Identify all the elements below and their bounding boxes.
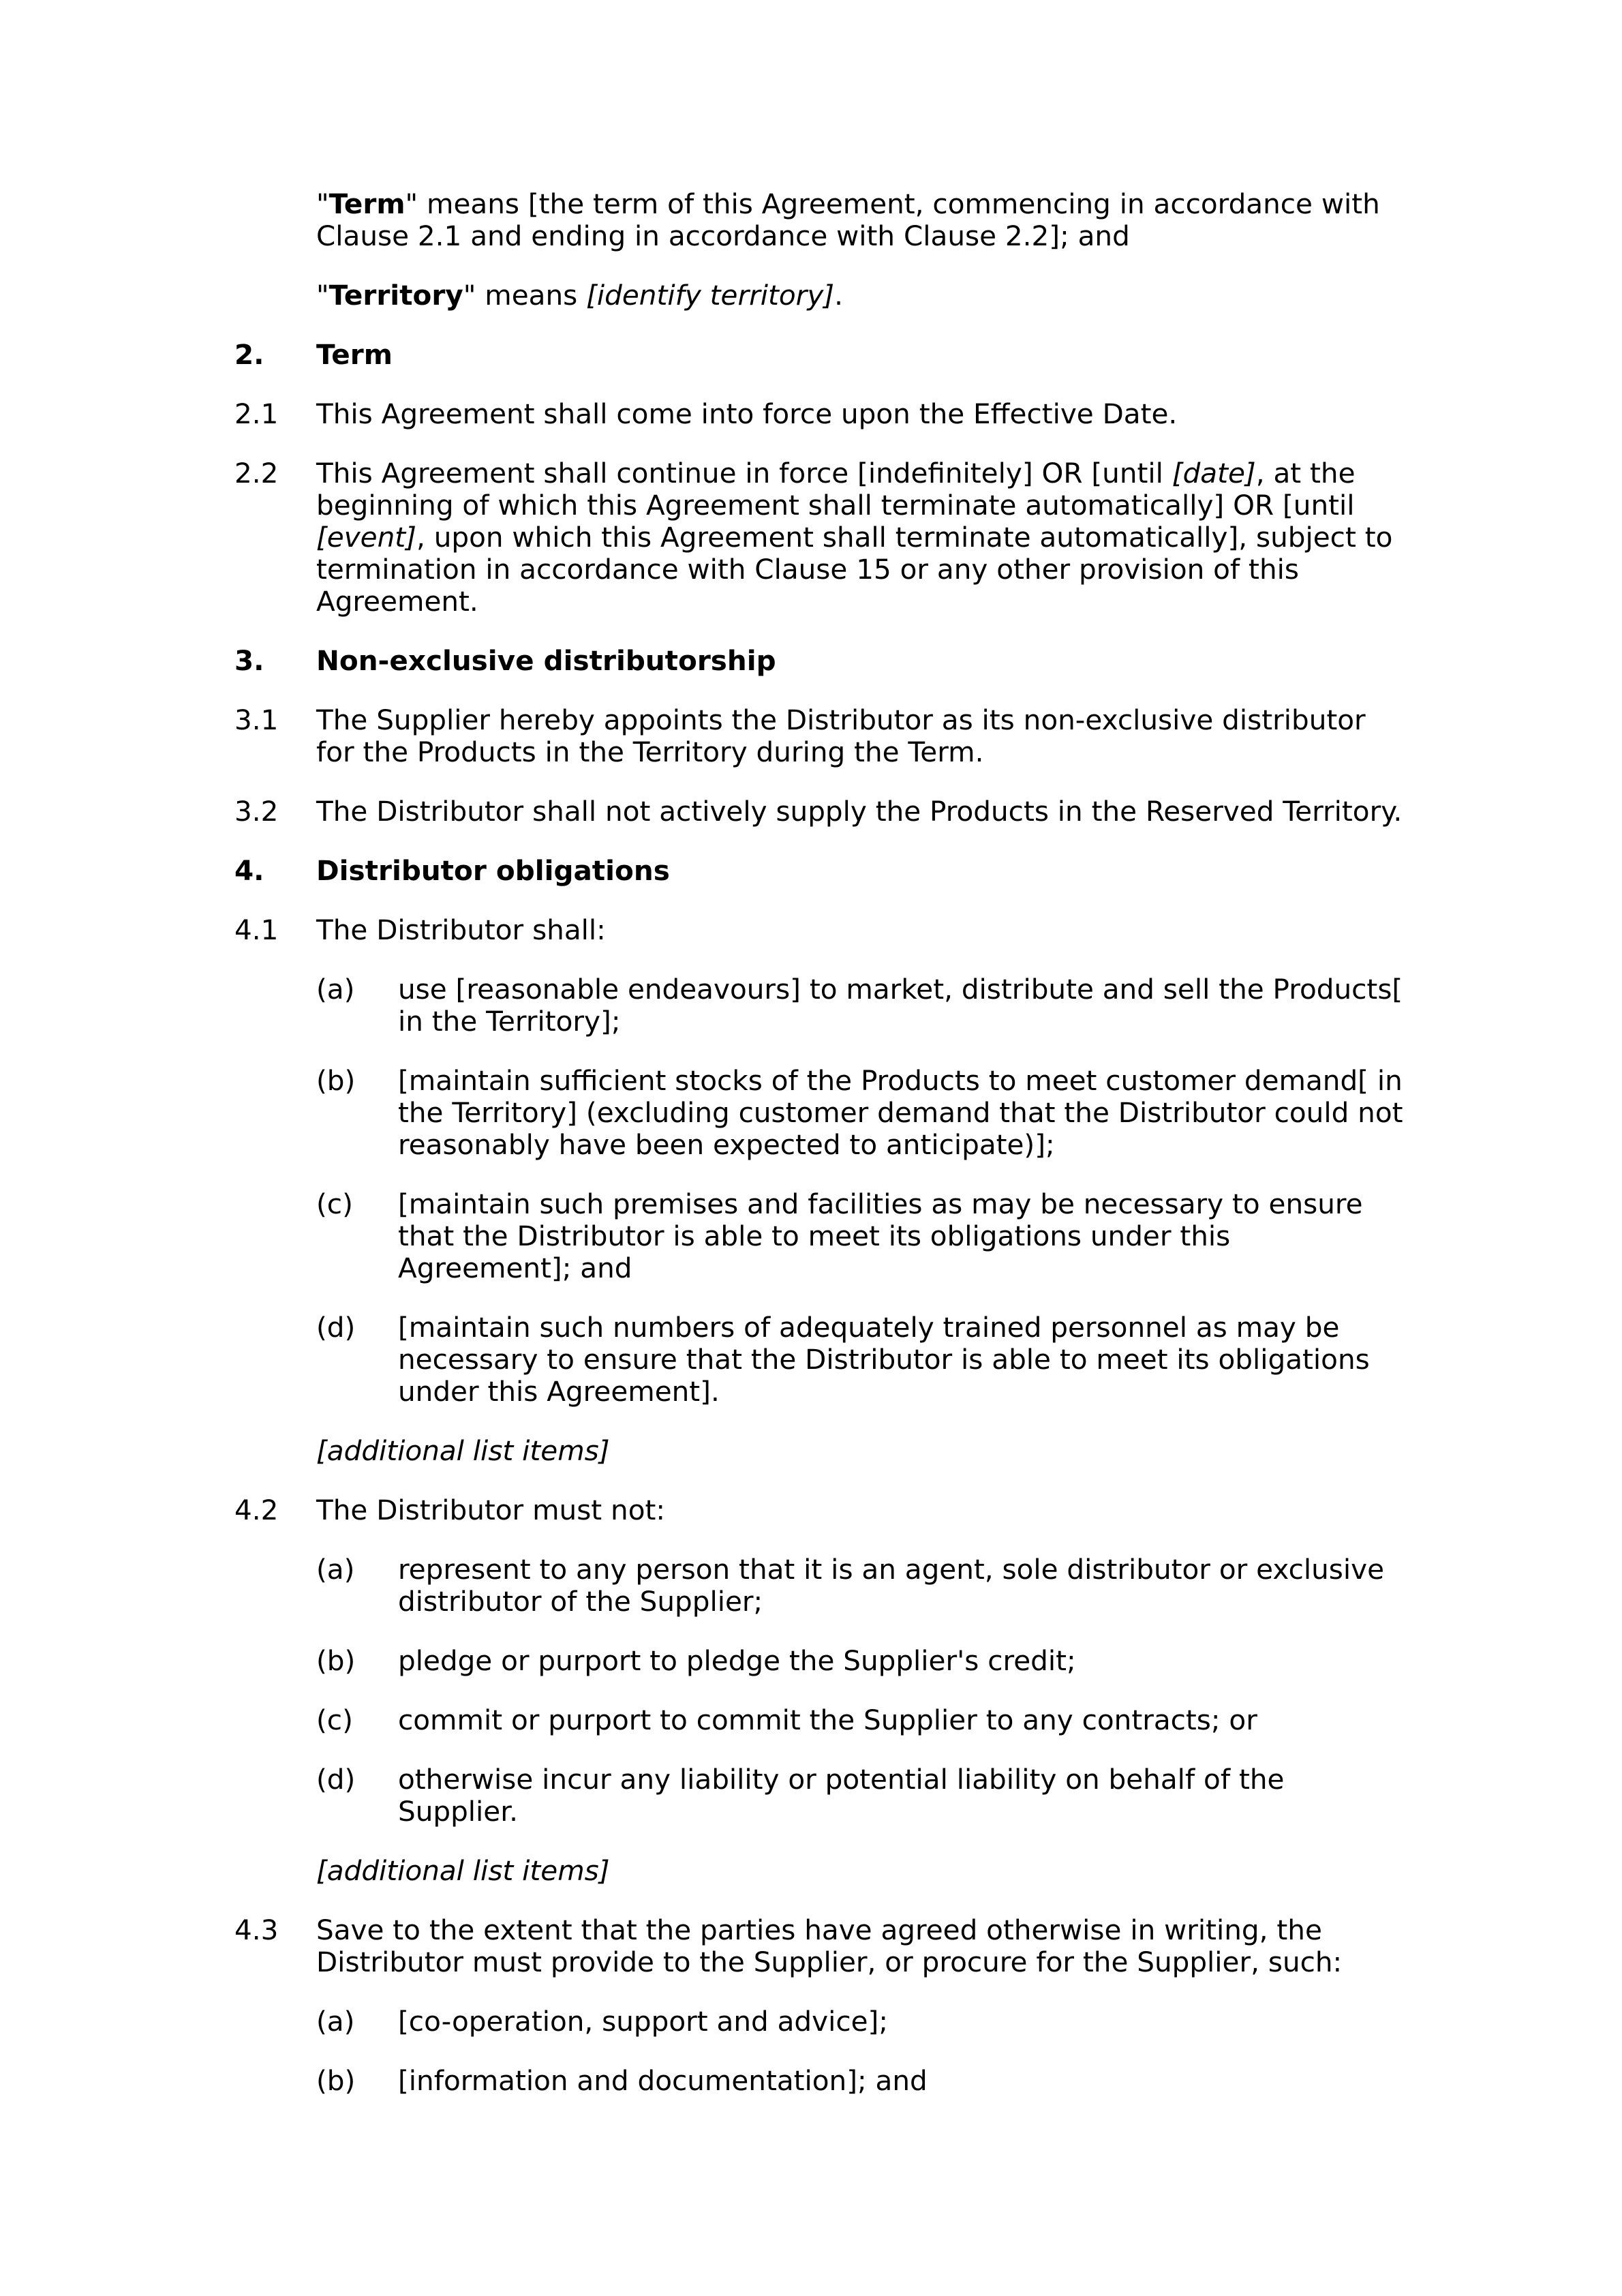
event-placeholder: [event] — [316, 521, 416, 554]
clause-3-1 — [234, 704, 1407, 768]
defined-word-term: Term — [328, 187, 406, 220]
clause-number: 2.2 — [234, 457, 279, 489]
definition-territory — [316, 280, 1407, 312]
clause-number: 3.1 — [234, 704, 279, 736]
clause-text: This Agreement shall come into force upon the Effective Date. — [316, 397, 1178, 430]
clause-number: 4.3 — [234, 1914, 279, 1946]
section-number: 2. — [234, 338, 264, 371]
list-item-text: pledge or purport to pledge the Supplier's credit; — [398, 1644, 1076, 1677]
list-item-label: (a) — [316, 973, 355, 1006]
list-item-text: [maintain such premises and facilities as may be necessary to ensure that the Distributor is able to meet its obligations under this Agreement]; and — [398, 1188, 1363, 1284]
clause-text: Save to the extent that the parties have agreed otherwise in writing, the Distributor must provide to the Supplier, or procure for the Supplier, such: — [316, 1914, 1343, 1978]
section-heading-3 — [234, 645, 1407, 677]
definition-quote-open: " — [316, 279, 329, 312]
section-heading-4 — [234, 855, 1407, 887]
definition-territory-mid: " means — [463, 279, 587, 312]
list-item-label: (d) — [316, 1763, 356, 1796]
additional-list-items-note: [additional list items] — [316, 1854, 610, 1887]
clause-text: The Distributor must not: — [316, 1494, 666, 1526]
list-item — [316, 1065, 1407, 1161]
defined-word-territory: Territory — [328, 279, 463, 312]
list-item-text: represent to any person that it is an agent, sole distributor or exclusive distributor of the Supplier; — [398, 1553, 1385, 1618]
clause-number: 2.1 — [234, 397, 279, 430]
list-item-label: (a) — [316, 2005, 355, 2038]
list-item-label: (c) — [316, 1188, 353, 1220]
list-item-label: (b) — [316, 1064, 356, 1097]
clause-4-3 — [234, 1914, 1407, 1978]
section-number: 4. — [234, 854, 264, 887]
definition-quote-open: " — [316, 187, 329, 220]
list-item — [316, 1764, 1407, 1828]
definition-term-text: " means [the term of this Agreement, commencing in accordance with Clause 2.1 and ending in accordance with Clause 2.2]; and — [316, 187, 1380, 252]
list-item — [316, 1554, 1407, 1618]
section-heading-2 — [234, 339, 1407, 371]
section-title: Distributor obligations — [316, 854, 670, 887]
clause-text-part: , upon which this Agreement shall terminate automatically], subject to termination in accordance with Clause 15 or any other provision of this Agreement. — [316, 521, 1393, 618]
list-item-label: (b) — [316, 1644, 356, 1677]
list-item-label: (b) — [316, 2064, 356, 2097]
list-item — [316, 973, 1407, 1038]
list-item-label: (c) — [316, 1704, 353, 1736]
list-item — [316, 1645, 1407, 1677]
list-item — [316, 1188, 1407, 1284]
list-item-text: [maintain such numbers of adequately trained personnel as may be necessary to ensure that the Distributor is able to meet its obligations under this Agreement]. — [398, 1311, 1370, 1408]
clause-text-part: , at the beginning of which this Agreement shall terminate automatically] OR [until — [316, 457, 1356, 522]
section-number: 3. — [234, 644, 264, 677]
definition-territory-end: . — [834, 279, 843, 312]
clause-number: 4.1 — [234, 913, 279, 946]
list-item — [316, 2006, 1407, 2038]
additional-list-items-note: [additional list items] — [316, 1434, 610, 1467]
clause-text-part: This Agreement shall continue in force [indefinitely] OR [until — [316, 457, 1172, 489]
list-item — [316, 1312, 1407, 1408]
list-item-text: [maintain sufficient stocks of the Products to meet customer demand[ in the Territory] (excluding customer demand that the Distributor could not reasonably have been expected to anticipate)]; — [398, 1064, 1403, 1161]
list-item-text: otherwise incur any liability or potential liability on behalf of the Supplier. — [398, 1763, 1285, 1828]
section-title: Term — [316, 338, 393, 371]
list-item-text: [information and documentation]; and — [398, 2064, 928, 2097]
clause-text: The Distributor shall: — [316, 913, 606, 946]
clause-text: The Distributor shall not actively supply the Products in the Reserved Territory. — [316, 795, 1403, 828]
list-item-label: (a) — [316, 1553, 355, 1586]
clause-number: 3.2 — [234, 795, 279, 828]
definition-term — [316, 188, 1407, 252]
date-placeholder: [date] — [1172, 457, 1256, 489]
clause-3-2 — [234, 796, 1407, 828]
list-item-text: [co-operation, support and advice]; — [398, 2005, 888, 2038]
list-item-label: (d) — [316, 1311, 356, 1344]
clause-4-1 — [234, 914, 1407, 946]
list-item-text: use [reasonable endeavours] to market, distribute and sell the Products[ in the Territory]; — [398, 973, 1403, 1038]
clause-text: The Supplier hereby appoints the Distributor as its non-exclusive distributor for the Products in the Territory during the Term. — [316, 704, 1366, 768]
clause-2-1 — [234, 398, 1407, 430]
list-item — [316, 2065, 1407, 2097]
clause-4-2 — [234, 1494, 1407, 1526]
list-item — [316, 1704, 1407, 1736]
document-page — [234, 188, 1407, 2124]
clause-2-2 — [234, 457, 1407, 618]
clause-number: 4.2 — [234, 1494, 279, 1526]
territory-placeholder: [identify territory] — [586, 279, 835, 312]
list-item-text: commit or purport to commit the Supplier to any contracts; or — [398, 1704, 1257, 1736]
section-title: Non-exclusive distributorship — [316, 644, 776, 677]
clause-text — [316, 457, 1407, 618]
